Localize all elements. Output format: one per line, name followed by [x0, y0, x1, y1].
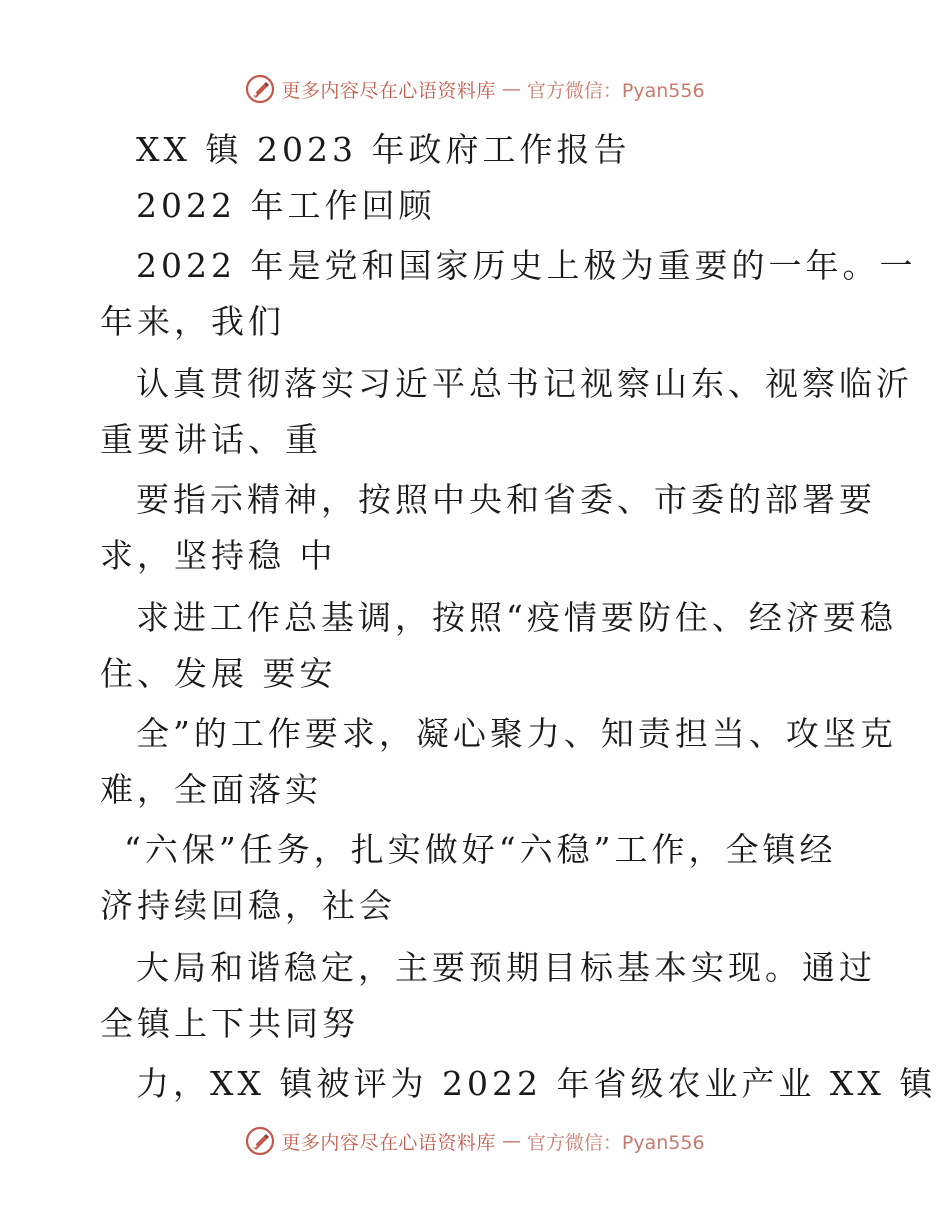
paragraph-line: 重要讲话、重: [100, 420, 322, 459]
paragraph-line: 求，坚持稳 中: [100, 536, 337, 575]
paragraph-line: 力，XX 镇被评为 2022 年省级农业产业 XX 镇: [136, 1064, 937, 1103]
paragraph-line: 住、发展 要安: [100, 654, 337, 693]
paragraph-line: 认真贯彻落实习近平总书记视察山东、视察临沂: [136, 364, 913, 403]
paragraph-line: 济持续回稳，社会: [100, 886, 396, 925]
watermark-separator: —: [501, 1130, 521, 1152]
watermark-separator: —: [501, 78, 521, 100]
document-title: XX 镇 2023 年政府工作报告: [136, 130, 631, 169]
paragraph-line: 大局和谐稳定，主要预期目标基本实现。通过: [136, 948, 876, 987]
paragraph-line: “六保”任务，扎实做好“六稳”工作，全镇经: [124, 830, 837, 869]
watermark-brand: 更多内容尽在心语资料库: [281, 79, 496, 102]
pen-seal-icon: [245, 1126, 275, 1156]
paragraph-line: 2022 年是党和国家历史上极为重要的一年。一: [136, 246, 917, 285]
paragraph-line: 年来，我们: [100, 302, 285, 341]
paragraph-line: 求进工作总基调，按照“疫情要防住、经济要稳: [136, 598, 897, 637]
watermark-wechat: 官方微信：Pyan556: [526, 1131, 705, 1154]
watermark-brand: 更多内容尽在心语资料库: [281, 1131, 496, 1154]
footer-watermark: [0, 1126, 950, 1156]
paragraph-line: 全镇上下共同努: [100, 1004, 359, 1043]
section-heading: 2022 年工作回顾: [136, 186, 436, 225]
pen-seal-icon: [245, 74, 275, 104]
watermark-wechat: 官方微信：Pyan556: [526, 79, 705, 102]
paragraph-line: 难，全面落实: [100, 770, 322, 809]
header-watermark: [0, 74, 950, 104]
paragraph-line: 要指示精神，按照中央和省委、市委的部署要: [136, 480, 876, 519]
paragraph-line: 全”的工作要求，凝心聚力、知责担当、攻坚克: [136, 714, 897, 753]
